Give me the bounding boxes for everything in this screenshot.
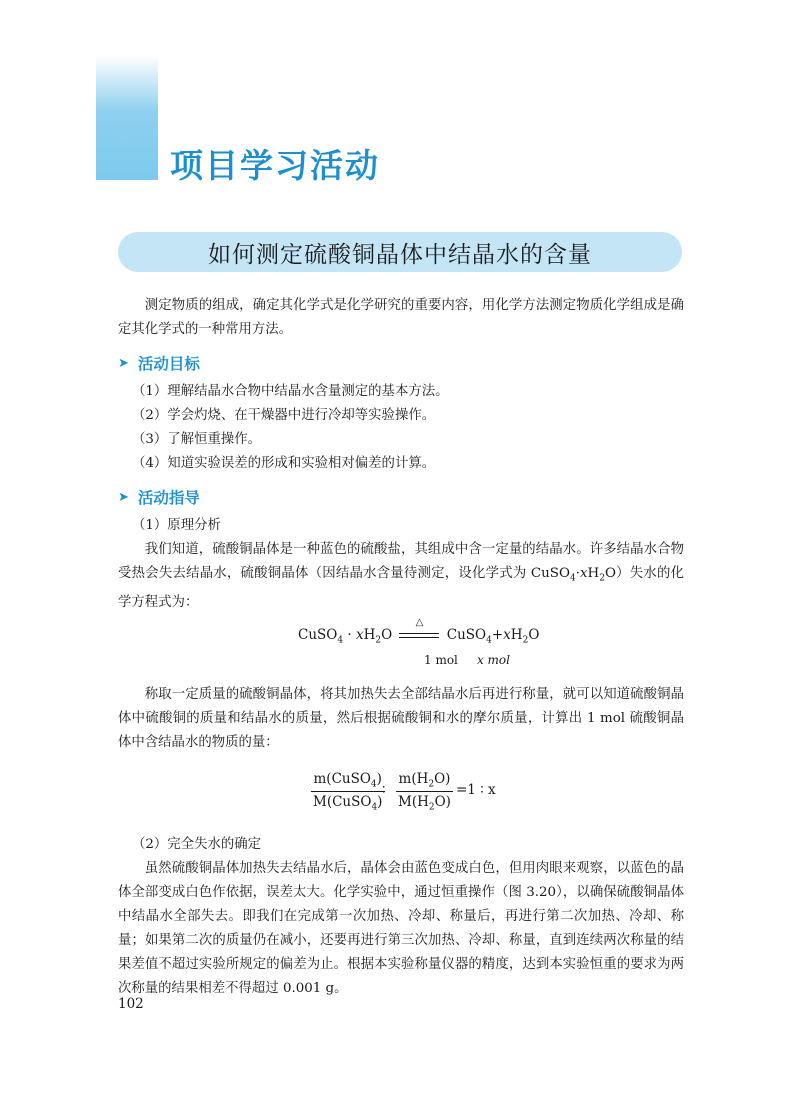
guide-heading: 活动指导 bbox=[137, 489, 200, 507]
section-heading-guide bbox=[118, 486, 684, 508]
chevron-right-icon: ➤ bbox=[118, 355, 129, 371]
mole-ratio-labels bbox=[424, 653, 510, 667]
subheading-constant-weight: （2）完全失水的确定 bbox=[132, 836, 262, 852]
ratio-colon: ∶ bbox=[382, 781, 386, 798]
equation-line: CuSO$_4$ · $xH_2O$ △ $CuSO_4+xH_2O$ bbox=[298, 616, 540, 646]
principle-paragraph: 我们知道，硫酸铜晶体是一种蓝色的硫酸盐，其组成中含一定量的结晶水。许多结晶水合物受热会失去结晶水，硫酸铜晶体（因结晶水含量待测定，设化学式为 $CuSO_4\cdot xH_2O$）失水的化学方程式为： bbox=[118, 542, 684, 610]
mole-ratio-equation bbox=[118, 763, 684, 825]
fraction-cuso4: m(CuSO$_4$) M(CuSO$_4$) bbox=[310, 771, 385, 813]
section-heading-goals bbox=[118, 352, 684, 374]
subheading-principle: （1）原理分析 bbox=[132, 518, 221, 533]
goal-item: （2）学会灼烧、在干燥器中进行冷却等实验操作。 bbox=[132, 408, 436, 423]
ratio-result: =1 ∶ x bbox=[456, 781, 496, 798]
fraction-water: $\frac{m(H_2O)}{M(H_2O)}$ bbox=[395, 771, 454, 813]
page-number: 102 bbox=[118, 996, 144, 1012]
intro-paragraph: 测定物质的组成，确定其化学式是化学研究的重要内容，用化学方法测定物质化学组成是确定其化学式的一种常用方法。 bbox=[118, 298, 684, 337]
page-title: 项目学习活动 bbox=[170, 146, 380, 185]
constant-weight-paragraph: 虽然硫酸铜晶体加热失去结晶水后，晶体会由蓝色变成白色，但用肉眼来观察，以蓝色的晶体全部变成白色作依据，误差太大。化学实验中，通过恒重操作（图 3.20），以确保硫酸铜晶体中结晶水全部失去。即我们在完成第一次加热、冷却、称量后，再进行第二次加热、冷却、称量；如果第二次的质量仍在减小，还要再进行第三次加热、冷却、称量，直到连续两次称量的结果差值不超过实验所规定的偏差为止。根据本实验称量仪器的精度，达到本实验恒重的要求为两次称量的结果相差不得超过 0.001 g。 bbox=[118, 860, 684, 996]
dehydration-equation bbox=[118, 616, 684, 673]
goal-item: （4）知道实验误差的形成和实验相对偏差的计算。 bbox=[132, 456, 436, 471]
goal-item: （3）了解恒重操作。 bbox=[132, 432, 262, 447]
chevron-right-icon: ➤ bbox=[118, 489, 129, 505]
main-content bbox=[118, 294, 684, 1001]
activity-title: 如何测定硫酸铜晶体中结晶水的含量 bbox=[208, 241, 592, 268]
goal-item: （1）理解结晶水合物中结晶水含量测定的基本方法。 bbox=[132, 384, 449, 399]
mol-label-x: x mol bbox=[476, 652, 510, 667]
heat-equals-sign bbox=[398, 616, 440, 643]
weighing-paragraph: 称取一定质量的硫酸铜晶体，将其加热失去全部结晶水后再进行称量，就可以知道硫酸铜晶体中硫酸铜的质量和结晶水的质量，然后根据硫酸铜和水的摩尔质量，计算出 1 mol 硫酸铜晶体中含结晶水的物质的量： bbox=[118, 686, 684, 750]
heat-triangle-icon: △ bbox=[415, 616, 424, 628]
activity-title-banner bbox=[118, 232, 682, 272]
mol-label-one: 1 mol bbox=[424, 652, 458, 667]
goals-heading: 活动目标 bbox=[137, 355, 200, 373]
decorative-header-block bbox=[96, 55, 158, 180]
